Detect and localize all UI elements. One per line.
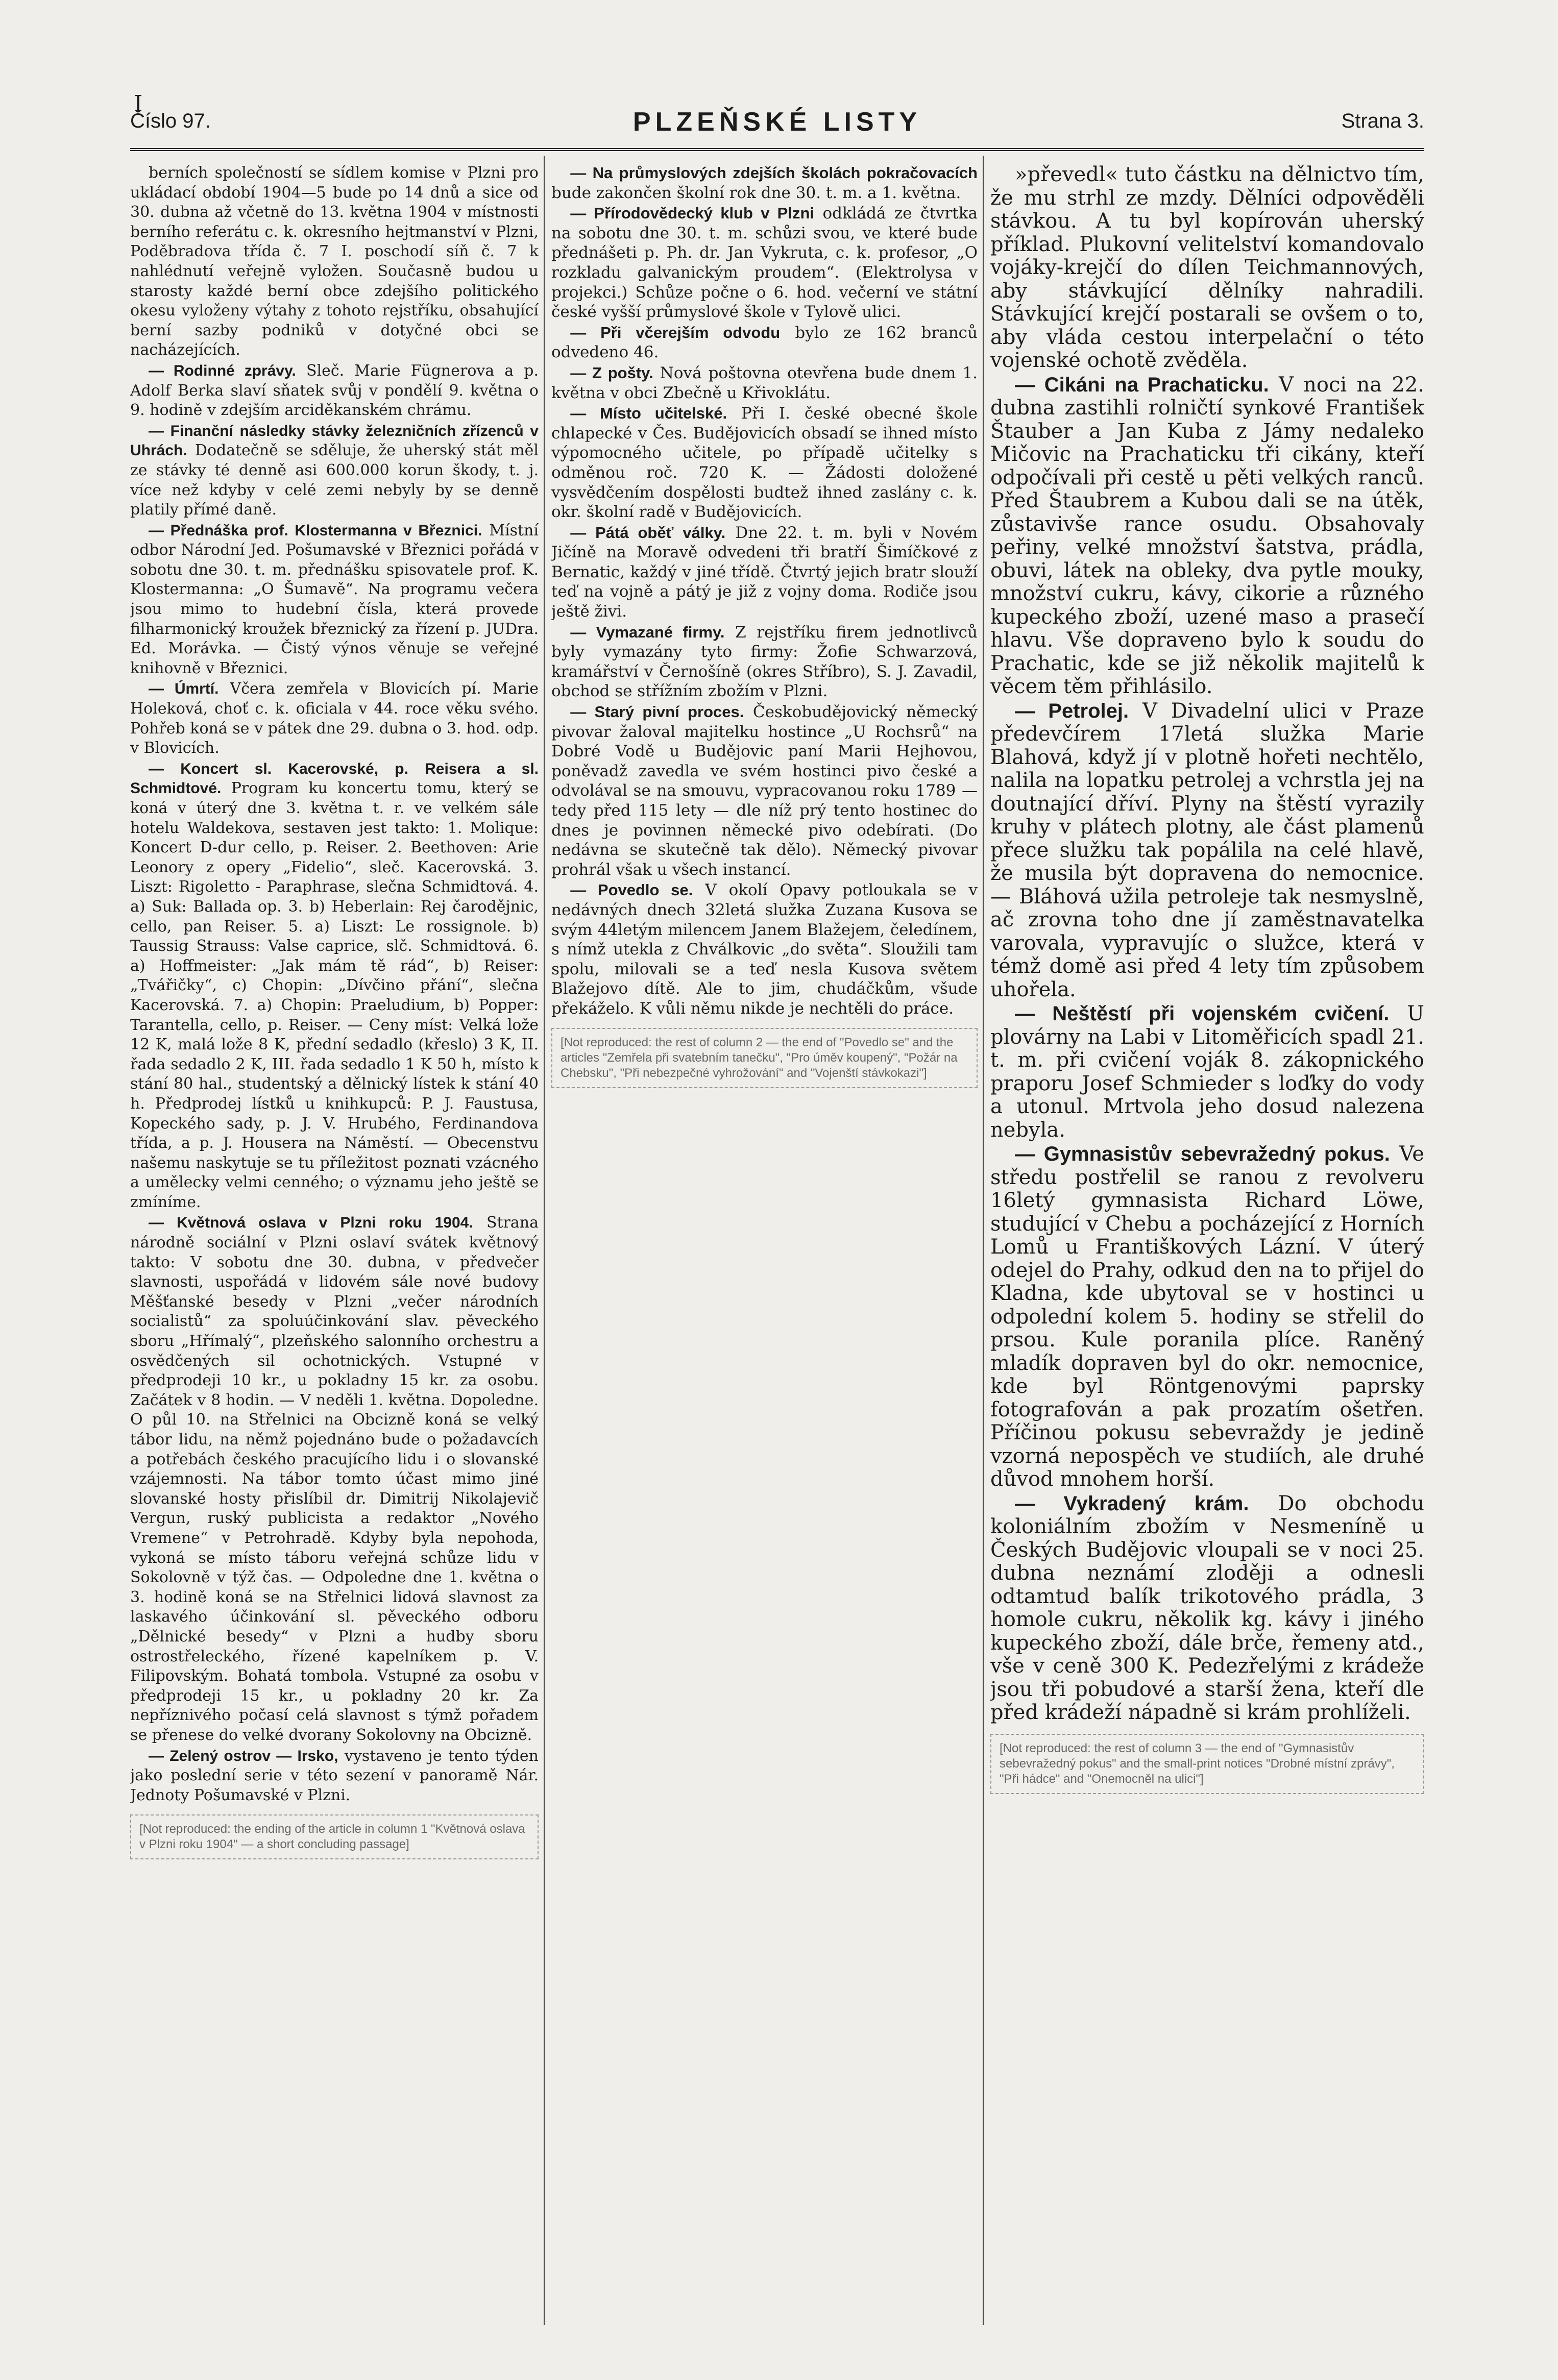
article-text: Při I. české obecné škole chlapecké v Čes. Budějovicích obsadí se ihned místo výpomocného učitele, po případě učitelky s odměnou roč. 720 K. — Žádosti doložené vysvědčením dospělosti budtež ihned zaslány c. k. okr. školní radě v Budějovicích.: [551, 404, 978, 522]
article-text: Včera zemřela v Blovicích pí. Marie Holeková, choť c. k. oficiala v 44. roce věku svého. Pohřeb koná se v pátek dne 29. dubna o 3. hod. odp. v Blovicích.: [130, 680, 539, 757]
column-1: [130, 163, 539, 2327]
article-text: V okolí Opavy potloukala se v nedávných dnech 32letá služka Zuzana Kusova se svým 44letým milencem Janem Blažejem, čeledínem, s nímž utekla z Chválkovic „do světa“. Sloužili tam spolu, milovali se a teď nesla Kusova světem Blažejovo dítě. Ale to jim, chudáčkům, všude překáželo. K vůli němu nikde je nechtěli do práce.: [551, 881, 978, 1018]
article: [130, 361, 539, 421]
article-title: — Místo učitelské.: [570, 404, 727, 423]
article: [990, 1002, 1424, 1142]
article: [990, 1143, 1424, 1491]
article-title: — Úmrtí.: [149, 680, 219, 698]
article-title: — Přednáška prof. Klostermanna v Březnici.: [149, 522, 482, 539]
column-2: [551, 163, 978, 2327]
article-text: Program ku koncertu tomu, který se koná v úterý dne 3. května t. r. ve velkém sále hotelu Waldekova, sestaven jest takto: 1. Molique: Koncert D-dur cello, p. Reiser. 2. Beethoven: Arie Leonory z opery „Fidelio“, sleč. Kacerovská. 3. Liszt: Rigoletto - Paraphrase, slečna Schmidtová. 4. a) Suk: Ballada op. 3. b) Heberlain: Rej čarodějnic, cello, pan Reiser. 5. a) Liszt: Le rossignole. b) Taussig Strauss: Valse caprice, slč. Schmidtová. 6. a) Hoffmeister: „Jak mám tě rád“, b) Reiser: „Tvářičky“, c) Chopin: „Dívčino přání“, slečna Kacerovská. 7. a) Chopin: Praeludium, b) Popper: Tarantella, cello, p. Reiser. — Ceny míst: Velká lože 12 K, malá lože 8 K, přední sedadlo (křeslo) 3 K, II. řada sedadlo 2 K, III. řada sedadlo 1 K 50 h, místo k stání 80 hal., studentský a dělnický lístek k stání 40 h. Předprodej lístků u knihkupců: P. J. Faustusa, Kopeckého sady, p. J. V. Hrubého, Ferdinandova třída, a p. J. Housera na Náměstí. — Obecenstvu našemu naskytuje se tu příležitost poznati vzácného a umělecky velmi cenného; o významu jeho ještě se zmíníme.: [130, 779, 539, 1211]
article-title: — Rodinné zprávy.: [149, 362, 296, 379]
article-title: — Při včerejším odvodu: [570, 323, 781, 341]
article-title: — Petrolej.: [1015, 699, 1129, 722]
article-text: berních společností se sídlem komise v Plzni pro ukládací období 1904—5 bude po 14 dnů a sice od 30. dubna až včetně do 13. května 1904 v místnosti berního referátu c. k. okresního hejtmanství v Plzni, Poděbradova třída č. 7 I. poschodí síň č. 7 k nahlédnutí veřejně vyložen. Současně budou u starosty každé berní obce zdejšího politického okesu vyloženy výtahy z tohoto rejstříku, obsahující berní sazby podniků v dotyčné obci se nacházejících.: [130, 164, 539, 359]
article: [130, 163, 539, 360]
article-title: — Květnová oslava v Plzni roku 1904.: [149, 1214, 473, 1232]
article: [551, 880, 978, 1018]
article-title: — Vymazané firmy.: [570, 623, 725, 641]
article: [551, 702, 978, 879]
article-text: Nová poštovna otevřena bude dnem 1. května v obci Zbečně u Křivoklátu.: [551, 363, 978, 402]
article: [990, 1492, 1424, 1725]
page-header: [130, 107, 1424, 140]
column-divider: [983, 156, 984, 2325]
article: [551, 363, 978, 403]
omitted-content-note: [Not reproduced: the rest of column 3 — the end of "Gymnasistův sebevražedný pokus" and the small-print notices "Drobné místní zprávy", "Při hádce" and "Onemocněl na ulici"]: [990, 1734, 1424, 1794]
column-divider: [544, 156, 545, 2325]
article-text: vystaveno je tento týden jako poslední serie v této sezení v panoramě Nár. Jednoty Pošumavské v Plzni.: [130, 1747, 539, 1804]
article: [990, 163, 1424, 373]
article-text: bylo ze 162 branců odvedeno 46.: [551, 323, 978, 362]
header-rule: [130, 148, 1424, 151]
article-text: V noci na 22. dubna zastihli rolničtí synkové František Štauber a Jan Kuba z Jámy nedaleko Mičovic na Prachaticku tři cikány, kteří odpočívali při cestě u pěti velkých ranců. Před Štaubrem a Kubou dali se na útěk, zůstavivše rance osudu. Obsahovaly peřiny, velké množství šatstva, prádla, obuvi, látek na obleky, dva pytle mouky, množství cukru, kávy, cikorie a různého kupeckého zboží, uzené maso a prasečí hlavu. Vše dopraveno bylo k soudu do Prachatic, kde se již několik majitelů k věcem těm přihlásilo.: [990, 373, 1424, 698]
article-title: — Pátá oběť války.: [570, 523, 726, 542]
article-text: Místní odbor Národní Jed. Pošumavské v Březnici pořádá v sobotu dne 30. t. m. přednášku spisovatele prof. K. Klostermanna: „O Šumavě“. Na programu večera jsou mimo to hudební čísla, která provede filharmonický kroužek březnický za řízení p. JUDra. Ed. Morávka. — Čistý výnos věnuje se veřejné knihovně v Březnici.: [130, 521, 539, 677]
article: [551, 623, 978, 701]
article: [130, 1213, 539, 1745]
article-text: Českobudějovický německý pivovar žaloval majitelku hostince „U Rochsrů“ na Dobré Vodě u Budějovic paní Marii Hejhovou, poněvadž zavedla ve svém hostinci pivo české a odvolával se na smouvu, vypracovanou roku 1789 — tedy před 115 lety — dle níž prý tento hostinec do dnes je povinnen německé pivo odebírati. (Do nedávna se skutečně tak dělo). Německý pivovar prohrál však u všech instancí.: [551, 703, 978, 879]
article-text: V Divadelní ulici v Praze předevčírem 17letá služka Marie Blahová, když jí v plotně hořeti nechtělo, nalila na lopatku petrolej a vchrstla jej na doutnající dříví. Plyny na štěstí vyrazily kruhy v plátech plotny, ale část plamenů přece služku tak popálila na celé hlavě, že musila být dopravena do nemocnice. — Bláhová užila petroleje tak nesmyslně, ač zrovna toho dne jí zaměstnavatelka varovala, vypravujíc o služce, která v témž domě asi před 4 lety tím způsobem uhořela.: [990, 699, 1424, 1001]
column-3: [990, 163, 1424, 2327]
article-title: — Vykradený krám.: [1015, 1492, 1249, 1515]
article-text: Strana národně sociální v Plzni oslaví svátek květnový takto: V sobotu dne 30. dubna, v předvečer slavnosti, uspořádá v lidovém sále nové budovy Měšťanské besedy v Plzni „večer národních socialistů“ za spoluúčinkování slav. pěveckého sboru „Hřímalý“, plzeňského salonního orchestru a osvědčených sil ochotnických. Vstupné v předprodeji 10 kr., u pokladny 15 kr. za osobu. Začátek v 8 hodin. — V neděli 1. května. Dopoledne. O půl 10. na Střelnici na Obcizně koná se velký tábor lidu, na němž pojednáno bude o požadavcích a potřebách českého pracujícího lidu i o slovanské vzájemnosti. Na tábor tomto účast mimo jiné slovanské hosty přislíbil dr. Dimitrij Nikolajevič Vergun, ruský publicista a redaktor „Nového Vremene“ v Petrohradě. Kdyby byla nepohoda, vykoná se místo táboru veřejná schůze lidu v Sokolovně v týž čas. — Odpoledne dne 1. května o 3. hodině koná se na Střelnici lidová slavnost za laskavého účinkování sl. pěveckého odboru „Dělnické besedy“ v Plzni a hudby sboru ostrostřeleckého, řízené kapelníkem p. V. Filipovským. Bohatá tombola. Vstupné za osobu v předprodeji 15 kr., u pokladny 20 kr. Za nepříznivého počasí celá slavnost s týmž pořadem se přenese do velké dvorany Sokolovny na Obcizně.: [130, 1214, 539, 1744]
article-text: Do obchodu koloniálním zbožím v Nesmeníně u Českých Budějovic vloupali se v noci 25. dubna neznámí zloději a odnesli odtamtud balík trikotového prádla, 3 homole cukru, několik kg. kávy i jiného kupeckého zboží, dále brče, řemeny atd., vše v ceně 300 K. Pedezřelými z krádeže jsou tři pobudové a starší žena, kteří dle před krádeží nápadně si krám prohlíželi.: [990, 1491, 1424, 1724]
article: [551, 323, 978, 362]
article: [551, 204, 978, 322]
article-text: Z rejstříku firem jednotlivců byly vymazány tyto firmy: Žofie Schwarzová, kramářství v Černošíně (okres Stříbro), S. J. Zavadil, obchod se střížním zbožím v Plzni.: [551, 623, 978, 701]
omitted-content-note: [Not reproduced: the rest of column 2 — the end of "Povedlo se" and the articles "Zemřela při svatebním tanečku", "Pro úměv koupený", "Požár na Chebsku", "Při nebezpečné vyhrožování" and "Vojenští stávkokazi"]: [551, 1028, 978, 1088]
article-title: — Na průmyslových zdejších školách pokračovacích: [570, 164, 978, 182]
article-title: — Koncert sl. Kacerovské, p. Reisera a sl. Schmidtové.: [130, 760, 539, 797]
article-title: — Povedlo se.: [570, 881, 693, 899]
article-text: bude zakončen školní rok dne 30. t. m. a 1. května.: [551, 183, 961, 202]
omitted-content-note: [Not reproduced: the ending of the article in column 1 "Květnová oslava v Plzni roku 1904" — a short concluding passage]: [130, 1814, 539, 1859]
article-text: U plovárny na Labi v Litoměřicích spadl 21. t. m. při cvičení voják 8. zákopnického praporu Josef Schmieder s loďky do vody a utonul. Mrtvola jeho dosud nalezena nebyla.: [990, 1002, 1424, 1142]
article-text: Sleč. Marie Fügnerova a p. Adolf Berka slaví sňatek svůj v pondělí 9. května o 9. hodině v zdejším arciděkanském chrámu.: [130, 361, 539, 420]
article: [551, 523, 978, 622]
article-title: — Přírodovědecký klub v Plzni: [570, 204, 815, 223]
article: [130, 422, 539, 520]
newspaper-title: PLZEŇSKÉ LISTY: [632, 107, 922, 137]
issue-number: Číslo 97.: [130, 110, 211, 132]
article: [990, 700, 1424, 1002]
article-title: — Gymnasistův sebevražedný pokus.: [1015, 1143, 1390, 1165]
article: [130, 759, 539, 1213]
article-text: odkládá ze čtvrtka na sobotu dne 30. t. m. schůzi svou, ve které bude přednášeti p. Ph. dr. Jan Vykruta, c. k. profesor, „O rozkladu galvanickým proudem“. (Elektrolysa v projekci.) Schůze počne o 6. hod. večerní ve státní české vyšší průmyslové škole v Tylově ulici.: [551, 204, 978, 322]
article-text: Ve středu postřelil se ranou z revolveru 16letý gymnasista Richard Löwe, studující v Chebu a pocházející z Horních Lomů u Františkových Lázní. V úterý odejel do Prahy, odkud den na to přijel do Kladna, kde ubytoval se v hostinci u odpolední kolem 5. hodiny se střelil do prsou. Kule poranila plíce. Raněný mladík dopraven byl do okr. nemocnice, kde byl Röntgenovými paprsky fotografován a pak prozatím ošetřen. Příčinou pokusu sebevraždy je jedině vzorná nepospěch ve studiích, ale druhé důvod mnohem horší.: [990, 1142, 1424, 1491]
article-title: — Cikáni na Prachaticku.: [1015, 373, 1269, 396]
article-text: Dne 22. t. m. byli v Novém Jičíně na Moravě odvedeni tři bratří Šimíčkové z Bernatic, každý v jiné třídě. Čtvrtý jejich bratr slouží teď na vojně a pátý je již z vojny doma. Rodiče jsou ještě živi.: [551, 523, 978, 621]
article: [990, 374, 1424, 699]
article-title: — Finanční následky stávky železničních zřízenců v Uhrách.: [130, 422, 539, 459]
article: [551, 163, 978, 203]
article: [130, 1747, 539, 1806]
article-title: — Z pošty.: [570, 363, 653, 382]
article-title: — Starý pivní proces.: [570, 703, 744, 721]
article-title: — Zelený ostrov — Irsko,: [149, 1747, 338, 1764]
article-text: »převedl« tuto částku na dělnictvo tím, že mu strhl ze mzdy. Dělníci odpověděli stávkou. A tu byl kopírován uherský příklad. Plukovní velitelství komandovalo vojáky-krejčí do dílen Teichmannových, aby stávkující dělníky nahradili. Stávkující krejčí postarali se ovšem o to, aby vláda cestou interpelační o této vojenské ochotě zvěděla.: [990, 163, 1424, 372]
article: [551, 404, 978, 522]
folio-mark: I: [134, 91, 143, 117]
page-number: Strana 3.: [1341, 110, 1424, 132]
article: [130, 521, 539, 679]
article-text: Dodatečně se sděluje, že uherský stát měl ze stávky té denně asi 600.000 korun škody, t. j. více než kdyby v celé zemi nebyly by se denně platily přímé daně.: [130, 441, 539, 519]
article: [130, 679, 539, 758]
article-title: — Neštěstí při vojenském cvičení.: [1015, 1002, 1390, 1025]
